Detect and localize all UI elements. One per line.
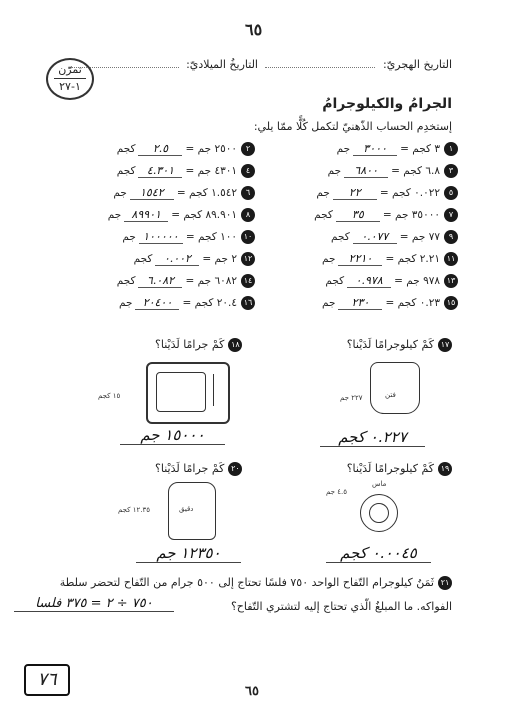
answer-field[interactable]: ٨٩٩٠١	[124, 208, 168, 222]
exercise-item: ١٥٠.٢٣ كجم =٢٣٠جم	[243, 296, 458, 318]
answer-field[interactable]: ٢٣٠	[338, 296, 382, 310]
answer-field[interactable]: ٢٠٤٠٠	[135, 296, 179, 310]
cup-weight-label: ٢٢٧ جم	[340, 394, 363, 402]
flour-bag-icon: دقيق	[168, 482, 216, 540]
answer-field[interactable]: ٠.٠٠٢	[155, 252, 199, 266]
date-hijri-label: التاريخ الهجريّ:	[382, 58, 452, 71]
answer-field[interactable]: ٢٢١٠	[338, 252, 382, 266]
answer-field[interactable]: ٦.٠٨٢	[138, 274, 182, 288]
exercise-item: ٢٢٥٠٠ جم =٢.٥كجم	[40, 142, 255, 164]
page-number-top: ٦٥	[245, 20, 263, 39]
exercise-item: ١٣٩٧٨ جم =٠.٩٧٨كجم	[243, 274, 458, 296]
exercise-item: ١٠١٠٠ كجم =١٠٠٠٠٠جم	[40, 230, 255, 252]
answer-field[interactable]: ٣٥	[336, 208, 380, 222]
answer-field[interactable]: ٦٨٠٠	[344, 164, 388, 178]
exercise-column-left	[40, 142, 255, 318]
exercise-item: ٥٠.٠٢٢ كجم =٢٢جم	[243, 186, 458, 208]
answer-field[interactable]: ٠.٠٧٧	[353, 230, 397, 244]
answer-19[interactable]: ٠.٠٠٤٥ كجم	[326, 544, 431, 563]
answer-field[interactable]: ٣٠٠٠	[353, 142, 397, 156]
exercise-item: ١٤٦٠٨٢ جم =٦.٠٨٢كجم	[40, 274, 255, 296]
badge-label: تمرّن	[58, 63, 82, 76]
practice-badge	[46, 58, 94, 100]
answer-field[interactable]: ٢٢	[333, 186, 377, 200]
flour-weight-label: ١٢.٣٥ كجم	[118, 506, 151, 514]
badge-code: ١-٢٧	[59, 80, 81, 93]
microwave-weight-label: ١٥ كجم	[98, 392, 121, 400]
answer-field[interactable]: ١٥٤٢	[130, 186, 174, 200]
ring-icon	[360, 494, 398, 532]
answer-21[interactable]: ٧٥٠ ÷ ٢ = ٣٧٥ فلسا	[14, 596, 174, 612]
word-problem-19-question: ١٩كَمْ كيلوجرامًا لَدَيْنا؟	[347, 462, 452, 476]
exercise-item: ١٢٢ جم =٠.٠٠٢كجم	[40, 252, 255, 274]
answer-20[interactable]: ١٢٣٥٠ جم	[136, 544, 241, 563]
exercise-item: ١٣ كجم =٣٠٠٠جم	[243, 142, 458, 164]
exercise-item: ٧٣٥٠٠٠ جم =٣٥كجم	[243, 208, 458, 230]
instruction-text: إستخدِم الحساب الذّهنيّ لتكمل كُلًّا ممّا يلي:	[253, 120, 452, 133]
date-hijri-field[interactable]	[265, 67, 375, 68]
answer-field[interactable]: ٤.٣٠١	[138, 164, 182, 178]
answer-field[interactable]: ١٠٠٠٠٠	[139, 230, 183, 244]
exercise-column-right	[243, 142, 458, 318]
exercise-item: ١٦٢٠.٤ كجم =٢٠٤٠٠جم	[40, 296, 255, 318]
word-problem-18-question: ١٨كَمْ جرامًا لَدَيْنا؟	[155, 338, 242, 352]
exercise-item: ٤٤٣٠١ جم =٤.٣٠١كجم	[40, 164, 255, 186]
exercise-item: ٨٨٩.٩٠١ كجم =٨٩٩٠١جم	[40, 208, 255, 230]
answer-field[interactable]: ٢.٥	[138, 142, 182, 156]
cup-icon: فتن	[370, 362, 420, 414]
answer-18[interactable]: ١٥٠٠٠ جم	[120, 426, 225, 445]
word-problem-20-question: ٢٠كَمْ جرامًا لَدَيْنا؟	[155, 462, 242, 476]
answer-field[interactable]: ٠.٩٧٨	[347, 274, 391, 288]
microwave-icon	[146, 362, 230, 424]
word-problem-21-line2: الفواكه. ما المبلغُ الّذي تحتاج إليه لتشتري التّفاح؟	[230, 600, 452, 613]
page-title: الجرامُ والكيلوجرامُ	[322, 96, 452, 112]
date-line	[52, 58, 452, 71]
exercise-item: ٣٦.٨ كجم =٦٨٠٠جم	[243, 164, 458, 186]
date-gregorian-label: التاريخُ الميلاديّ:	[186, 58, 258, 71]
word-problem-21-line1: ٢١ثَمَنُ كيلوجرام التّفاح الواحد ٧٥٠ فلسًا تحتاج إلى ٥٠٠ جرام من التّفاح لتحضر سلطة	[60, 576, 452, 590]
answer-17[interactable]: ٠.٢٢٧ كجم	[320, 428, 425, 447]
grade-mark: ٧٦	[24, 664, 70, 696]
exercise-item: ١١٢.٢١ كجم =٢٢١٠جم	[243, 252, 458, 274]
ring-inner-label: ماس	[372, 480, 387, 488]
ring-weight-label: ٤.٥ جم	[326, 488, 347, 496]
page-number-bottom: ٦٥	[245, 684, 259, 699]
exercise-item: ٦١.٥٤٢ كجم =١٥٤٢جم	[40, 186, 255, 208]
word-problem-17-question: ١٧كَمْ كيلوجرامًا لَدَيْنا؟	[347, 338, 452, 352]
exercise-item: ٩٧٧ جم =٠.٠٧٧كجم	[243, 230, 458, 252]
